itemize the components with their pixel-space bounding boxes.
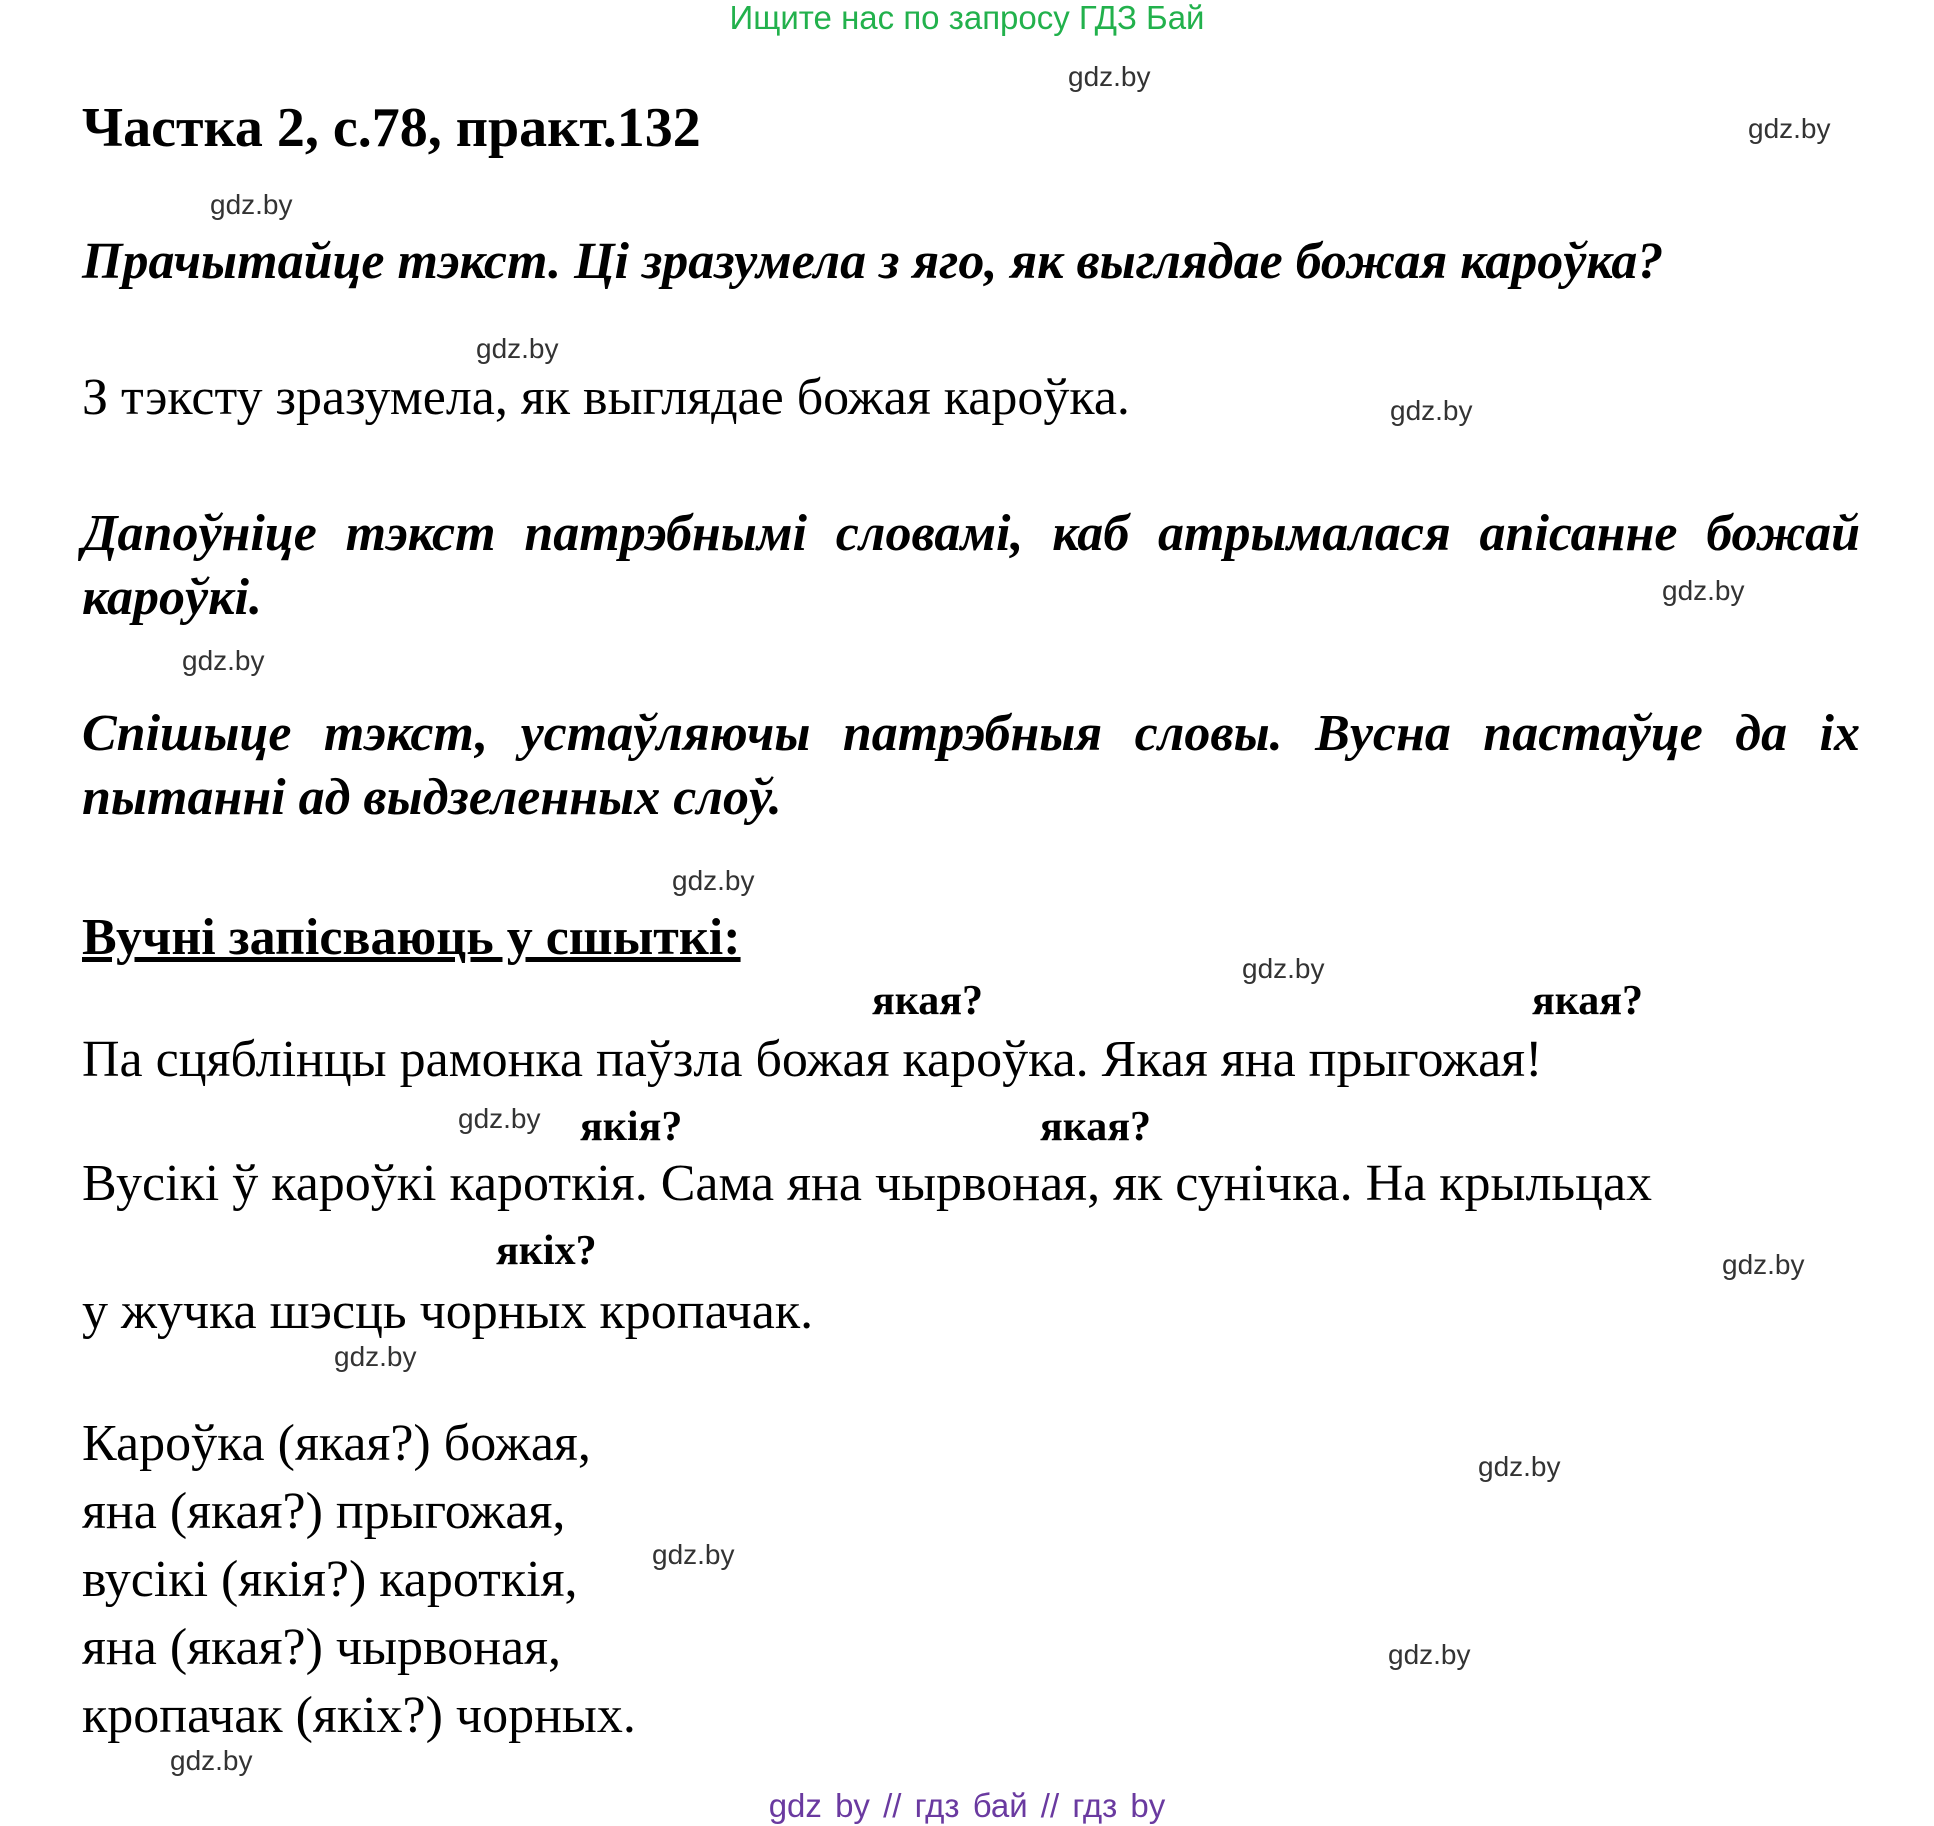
site-footer: gdz by // гдз бай // гдз by [768,1787,1166,1824]
question-label: якая? [872,978,984,1024]
pair-line: яна (якая?) прыгожая, [82,1483,566,1540]
watermark: gdz.by [1748,113,1831,144]
watermark: gdz.by [1478,1451,1561,1482]
question-label: якіх? [496,1228,597,1274]
site-banner: Ищите нас по запросу ГДЗ Бай [729,0,1205,36]
watermark: gdz.by [1068,61,1151,92]
answer-text: З тэксту зразумела, як выглядае божая кароўка. [82,369,1130,426]
text-line: Вусікі ў кароўкі кароткія. Сама яна чырвоная, як сунічка. На крыльцах [82,1155,1653,1212]
watermark: gdz.by [1722,1249,1805,1280]
watermark: gdz.by [1388,1639,1471,1670]
page-title: Частка 2, с.78, практ.132 [82,97,701,159]
question-label: якія? [580,1104,683,1150]
watermark: gdz.by [458,1103,541,1134]
task-instruction-1: Прачытайце тэкст. Ці зразумела з яго, як выглядае божая кароўка? [82,233,1664,290]
text-line: Па сцяблінцы рамонка паўзла божая кароўка. Якая яна прыгожая! [82,1031,1543,1088]
watermark: gdz.by [476,333,559,364]
watermark: gdz.by [1390,395,1473,426]
task-instruction-3: Спішыце тэкст, устаўляючы патрэбныя словы. Вусна пастаўце да іх пытанні ад выдзеленных слоў. [82,705,1860,826]
watermark: gdz.by [672,865,755,896]
pair-line: Кароўка (якая?) божая, [82,1415,591,1472]
watermark: gdz.by [1242,953,1325,984]
watermark: gdz.by [652,1539,735,1570]
pair-line: кропачак (якіх?) чорных. [82,1687,636,1744]
question-label: якая? [1532,978,1644,1024]
question-label: якая? [1040,1104,1152,1150]
section-heading: Вучні запісваюць у сшыткі: [82,909,741,966]
text-line: у жучка шэсць чорных кропачак. [82,1283,814,1340]
watermark: gdz.by [182,645,265,676]
watermark: gdz.by [170,1745,253,1776]
pair-line: вусікі (якія?) кароткія, [82,1551,578,1608]
task-instruction-2: Дапоўніце тэкст патрэбнымі словамі, каб атрымалася апісанне божай кароўкі. [82,505,1860,626]
watermark: gdz.by [1662,575,1745,606]
watermark: gdz.by [334,1341,417,1372]
watermark: gdz.by [210,189,293,220]
pair-line: яна (якая?) чырвоная, [82,1619,562,1676]
